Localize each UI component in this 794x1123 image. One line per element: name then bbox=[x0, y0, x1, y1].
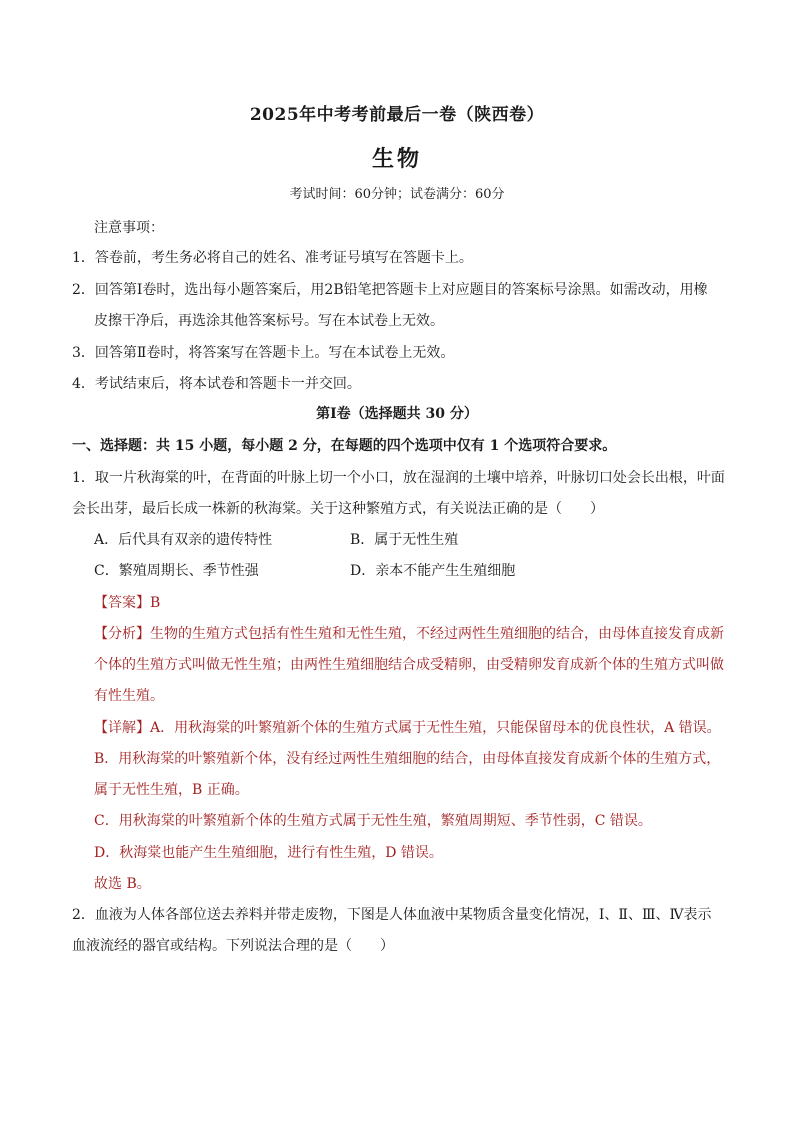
option-b: B．属于无性生殖 bbox=[350, 532, 459, 548]
notice-item: 2．回答第Ⅰ卷时，选出每小题答案后，用2B铅笔把答题卡上对应题目的答案标号涂黑。如需改动，用橡 bbox=[72, 282, 708, 298]
notice-item: 3．回答第Ⅱ卷时，将答案写在答题卡上。写在本试卷上无效。 bbox=[72, 345, 455, 361]
option-a: A．后代具有双亲的遗传特性 bbox=[94, 532, 273, 548]
detail-text: 属于无性生殖，B 正确。 bbox=[94, 782, 249, 798]
notice-item: 皮擦干净后，再选涂其他答案标号。写在本试卷上无效。 bbox=[94, 313, 444, 329]
section-instruction: 一、选择题：共 15 小题，每小题 2 分，在每题的四个选项中仅有 1 个选项符合要求。 bbox=[72, 438, 617, 454]
detail-text: D．秋海棠也能产生生殖细胞，进行有性生殖，D 错误。 bbox=[94, 845, 443, 861]
notice-item: 4．考试结束后，将本试卷和答题卡一并交回。 bbox=[72, 376, 361, 392]
analysis-text: 【分析】生物的生殖方式包括有性生殖和无性生殖，不经过两性生殖细胞的结合，由母体直接发育成新 bbox=[94, 626, 724, 642]
analysis-text: 有性生殖。 bbox=[94, 688, 164, 704]
conclusion-text: 故选 B。 bbox=[94, 876, 151, 892]
question-1-stem: 1．取一片秋海棠的叶，在背面的叶脉上切一个小口，放在湿润的土壤中培养，叶脉切口处会长出根，叶面 bbox=[72, 470, 725, 486]
detail-text: 【详解】A．用秋海棠的叶繁殖新个体的生殖方式属于无性生殖，只能保留母本的优良性状，A 错误。 bbox=[94, 720, 721, 736]
option-c: C．繁殖周期长、季节性强 bbox=[94, 563, 259, 579]
section-title: 第Ⅰ卷（选择题共 30 分） bbox=[316, 406, 478, 422]
detail-text: B．用秋海棠的叶繁殖新个体，没有经过两性生殖细胞的结合，由母体直接发育成新个体的生殖方式， bbox=[94, 751, 721, 767]
subject-title: 生物 bbox=[371, 146, 422, 172]
exam-title: 2025年中考考前最后一卷（陕西卷） bbox=[249, 105, 545, 125]
detail-text: C．用秋海棠的叶繁殖新个体的生殖方式属于无性生殖，繁殖周期短、季节性弱，C 错误。 bbox=[94, 813, 652, 829]
answer-label: 【答案】B bbox=[94, 595, 161, 611]
option-d: D．亲本不能产生生殖细胞 bbox=[350, 563, 516, 579]
notice-item: 1．答卷前，考生务必将自己的姓名、准考证号填写在答题卡上。 bbox=[72, 250, 473, 266]
question-2-stem: 2．血液为人体各部位送去养料并带走废物，下图是人体血液中某物质含量变化情况，Ⅰ、Ⅱ、Ⅲ、Ⅳ表示 bbox=[72, 907, 712, 923]
exam-info: 考试时间：60分钟；试卷满分：60分 bbox=[289, 187, 505, 202]
notice-heading: 注意事项： bbox=[94, 220, 164, 236]
question-1-stem: 会长出芽，最后长成一株新的秋海棠。关于这种繁殖方式，有关说法正确的是（ ） bbox=[72, 501, 604, 517]
analysis-text: 个体的生殖方式叫做无性生殖；由两性生殖细胞结合成受精卵，由受精卵发育成新个体的生殖方式叫做 bbox=[94, 657, 724, 673]
question-2-stem: 血液流经的器官或结构。下列说法合理的是（ ） bbox=[72, 938, 394, 954]
